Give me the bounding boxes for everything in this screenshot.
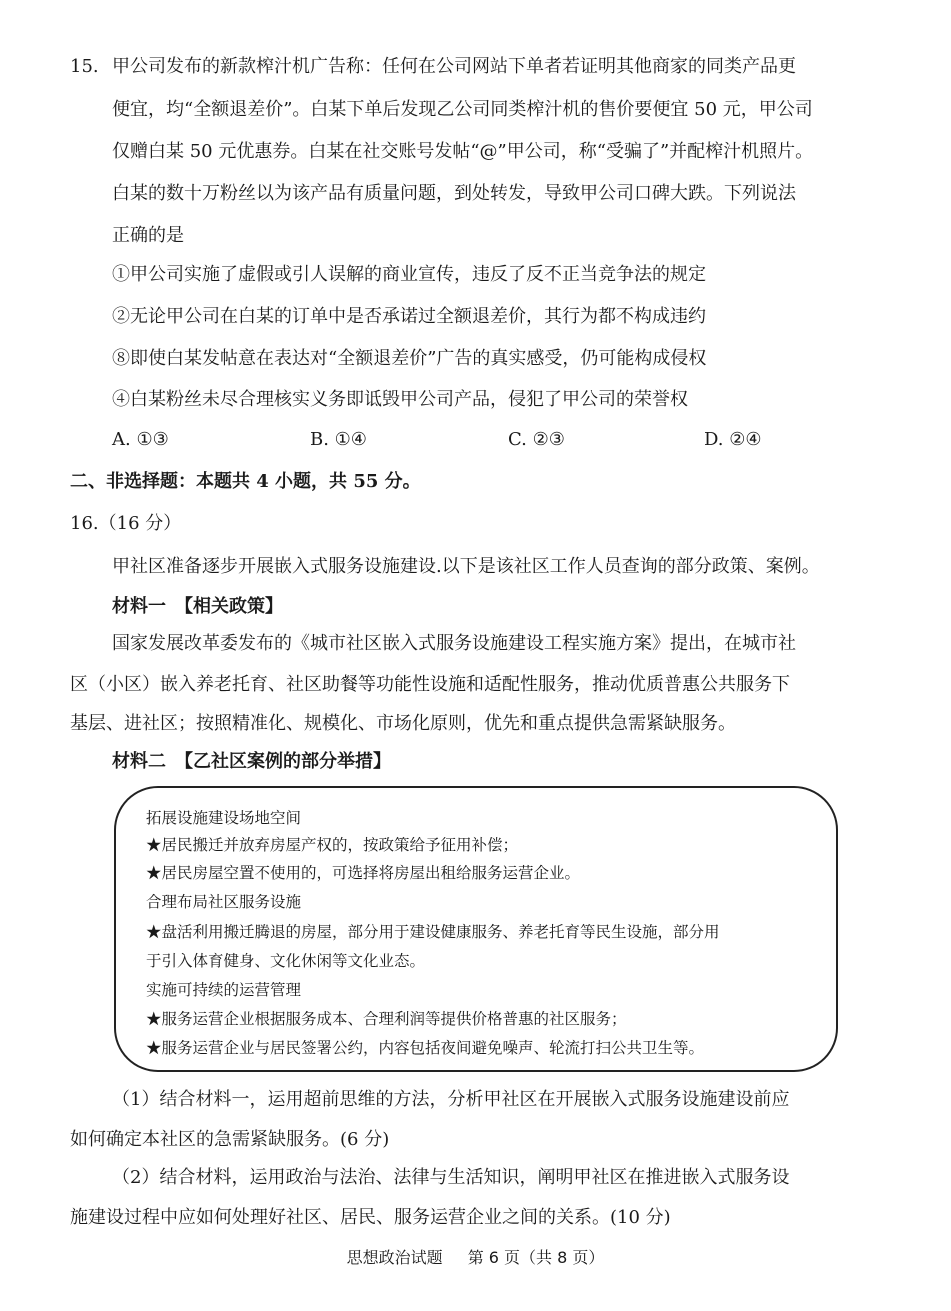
material-2-box-line-6: 于引入体育健身、文化休闲等文化业态。 <box>146 952 426 970</box>
material-2-box-line-4: 合理布局社区服务设施 <box>146 893 302 911</box>
q15-statement-2: ②无论甲公司在白某的订单中是否承诺过全额退差价，其行为都不构成违约 <box>112 306 706 327</box>
footer-page-number: 第 6 页（共 8 页） <box>467 1248 605 1267</box>
material-2-box-line-1: 拓展设施建设场地空间 <box>146 809 302 827</box>
material-2-box-line-5: ★盘活利用搬迁腾退的房屋，部分用于建设健康服务、养老托育等民生设施，部分用 <box>146 923 720 941</box>
material-2-label: 材料二 【乙社区案例的部分举措】 <box>112 751 391 772</box>
material-2-box-line-9: ★服务运营企业与居民签署公约，内容包括夜间避免噪声、轮流打扫公共卫生等。 <box>146 1039 705 1057</box>
material-1-line-3: 基层、进社区；按照精准化、规模化、市场化原则，优先和重点提供急需紧缺服务。 <box>70 713 736 734</box>
q16-sub1-line-2: 如何确定本社区的急需紧缺服务。(6 分) <box>70 1129 390 1150</box>
material-1-line-2: 区（小区）嵌入养老托育、社区助餐等功能性设施和适配性服务，推动优质普惠公共服务下 <box>70 674 790 695</box>
q16-sub2-line-2: 施建设过程中应如何处理好社区、居民、服务运营企业之间的关系。(10 分) <box>70 1207 671 1228</box>
material-1-label: 材料一 【相关政策】 <box>112 596 283 617</box>
material-1-line-1: 国家发展改革委发布的《城市社区嵌入式服务设施建设工程实施方案》提出，在城市社 <box>112 633 796 654</box>
material-2-box-line-7: 实施可持续的运营管理 <box>146 981 302 999</box>
q15-option-a: A. ①③ <box>112 429 169 450</box>
q16-intro: 甲社区准备逐步开展嵌入式服务设施建设.以下是该社区工作人员查询的部分政策、案例。 <box>112 556 820 577</box>
q15-options <box>112 428 812 452</box>
q15-stem-line-1: 甲公司发布的新款榨汁机广告称：任何在公司网站下单者若证明其他商家的同类产品更 <box>112 56 796 77</box>
footer-subject: 思想政治试题 <box>346 1248 443 1267</box>
material-2-box-line-3: ★居民房屋空置不使用的，可选择将房屋出租给服务运营企业。 <box>146 864 581 882</box>
q15-stem-line-2: 便宜，均“全额退差价”。白某下单后发现乙公司同类榨汁机的售价要便宜 50 元，甲公司 <box>112 99 813 120</box>
question-15-number: 15. <box>70 56 99 77</box>
material-2-box-line-8: ★服务运营企业根据服务成本、合理利润等提供价格普惠的社区服务； <box>146 1010 627 1028</box>
q15-stem-line-5: 正确的是 <box>112 225 184 246</box>
q15-option-b: B. ①④ <box>310 429 367 450</box>
q15-statement-1: ①甲公司实施了虚假或引人误解的商业宣传，违反了反不正当竞争法的规定 <box>112 264 706 285</box>
q15-stem-line-3: 仅赠白某 50 元优惠券。白某在社交账号发帖“@”甲公司，称“受骗了”并配榨汁机照片。 <box>112 141 814 162</box>
material-2-box-line-2: ★居民搬迁并放弃房屋产权的，按政策给予征用补偿； <box>146 836 519 854</box>
q16-sub2-line-1: （2）结合材料，运用政治与法治、法律与生活知识，阐明甲社区在推进嵌入式服务设 <box>112 1167 790 1188</box>
q15-option-d: D. ②④ <box>704 429 762 450</box>
q15-option-c: C. ②③ <box>508 429 565 450</box>
q15-statement-3: ⑧即使白某发帖意在表达对“全额退差价”广告的真实感受，仍可能构成侵权 <box>112 348 707 369</box>
question-16-header: 16.（16 分） <box>70 513 182 534</box>
section-2-title: 二、非选择题：本题共 4 小题，共 55 分。 <box>70 471 421 492</box>
q15-statement-4: ④白某粉丝未尽合理核实义务即诋毁甲公司产品，侵犯了甲公司的荣誉权 <box>112 389 688 410</box>
q15-stem-line-4: 白某的数十万粉丝以为该产品有质量问题，到处转发，导致甲公司口碑大跌。下列说法 <box>112 183 796 204</box>
page-footer <box>0 1247 951 1269</box>
q16-sub1-line-1: （1）结合材料一，运用超前思维的方法，分析甲社区在开展嵌入式服务设施建设前应 <box>112 1089 790 1110</box>
